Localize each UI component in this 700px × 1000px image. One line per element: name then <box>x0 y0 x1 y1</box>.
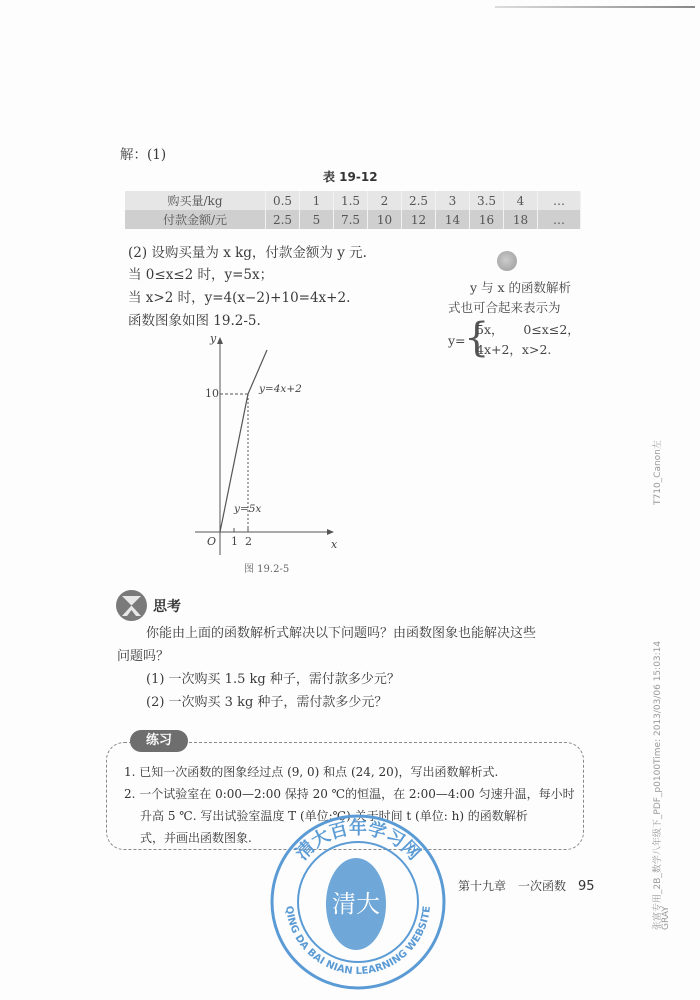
table-cell: 10 <box>368 210 402 229</box>
table-cell: 16 <box>470 210 504 229</box>
y-tick-10: 10 <box>205 387 219 400</box>
x-axis-label: x <box>331 538 338 551</box>
lightbulb-icon <box>497 251 517 271</box>
part2-line-4: 函数图象如图 19.2-5. <box>128 313 261 329</box>
practice-title: 练习 <box>130 730 188 752</box>
stamp-top-text: 清大百年学习网 <box>291 818 425 865</box>
table-cell: … <box>538 191 581 210</box>
y-axis-label: y <box>210 332 217 345</box>
brace-symbol: { <box>464 315 490 361</box>
line-label-4x2: y=4x+2 <box>259 383 302 395</box>
think-paragraph-line-1: 你能由上面的函数解析式解决以下问题吗？由函数图象也能解决这些 <box>146 626 537 641</box>
x-tick-1: 1 <box>231 535 238 548</box>
table-cell: 1.5 <box>334 191 368 210</box>
solution-label: 解：(1) <box>120 147 167 163</box>
table-row-amount <box>125 210 581 229</box>
part2-line-3: 当 x>2 时，y=4(x−2)+10=4x+2. <box>128 290 351 306</box>
line-label-5x: y=5x <box>234 503 262 515</box>
origin-label: O <box>207 535 217 548</box>
stamp-center-text: 清大 <box>332 890 380 918</box>
margin-text-top: T710_Canon左 <box>653 440 663 505</box>
table-cell: 1 <box>300 191 334 210</box>
row-header: 付款金额/元 <box>125 210 266 229</box>
part2-line-2: 当 0≤x≤2 时，y=5x； <box>128 267 274 283</box>
margin-text-bottom-2: GRAY <box>661 906 671 930</box>
page-footer <box>458 877 595 894</box>
table-cell: 12 <box>402 210 436 229</box>
think-icon <box>116 590 147 621</box>
part2-line-1: (2) 设购买量为 x kg，付款金额为 y 元. <box>128 245 367 261</box>
sidenote-line-1: y 与 x 的函数解析 <box>470 280 572 295</box>
table-cell: 7.5 <box>334 210 368 229</box>
table-cell: 18 <box>504 210 538 229</box>
x-tick-2: 2 <box>245 535 252 548</box>
table-cell: 2 <box>368 191 402 210</box>
watermark-stamp <box>268 812 448 992</box>
function-graph <box>190 330 350 575</box>
think-paragraph-line-2: 问题吗？ <box>117 649 170 664</box>
page-edge-line <box>495 6 695 8</box>
stamp-bottom-text: QING DA BAI NIAN LEARNING WEBSITE <box>283 905 433 978</box>
table-cell: … <box>538 210 581 229</box>
practice-item-2-cont: 升高 5 ℃. 写出试验室温度 T (单位:℃) 关于时间 t (单位: h) 的函数解析 <box>140 809 528 823</box>
page-number: 95 <box>578 879 595 894</box>
table-cell: 14 <box>436 210 470 229</box>
think-question-1: (1) 一次购买 1.5 kg 种子，需付款多少元？ <box>146 672 400 687</box>
table-cell: 4 <box>504 191 538 210</box>
table-cell: 5 <box>300 210 334 229</box>
sidenote-case-2: 4x+2，x>2. <box>476 342 552 357</box>
sidenote-case-1: 5x， 0≤x≤2， <box>476 322 580 337</box>
chapter-title: 第十九章 一次函数 <box>458 879 567 893</box>
table-cell: 3.5 <box>470 191 504 210</box>
practice-item-2: 2. 一个试验室在 0:00—2:00 保持 20 ℃的恒温，在 2:00—4:00 匀速升温，每小时 <box>124 787 575 801</box>
table-cell: 0.5 <box>266 191 300 210</box>
table-cell: 2.5 <box>266 210 300 229</box>
table-cell: 2.5 <box>402 191 436 210</box>
practice-item-1: 1. 已知一次函数的图象经过点 (9, 0) 和点 (24, 20)，写出函数解析式. <box>124 765 499 779</box>
sidenote-lhs: y= <box>448 333 466 348</box>
svg-text:清大百年学习网 <box>291 817 424 864</box>
think-question-2: (2) 一次购买 3 kg 种子，需付款多少元？ <box>146 695 388 710</box>
table-row-quantity <box>125 191 581 210</box>
row-header: 购买量/kg <box>125 191 266 210</box>
margin-text-bottom-1: 张富专用_2B_数学八年级下_PDF_p0100Time: 2013/03/06 15:03:14 <box>653 640 663 930</box>
sidenote-line-2: 式也可合起来表示为 <box>448 300 561 315</box>
table-caption: 表 19-12 <box>323 170 378 184</box>
figure-caption: 图 19.2-5 <box>244 564 290 575</box>
practice-item-2-cont2: 式，并画出函数图象. <box>140 831 252 845</box>
table-cell: 3 <box>436 191 470 210</box>
data-table <box>125 191 581 229</box>
think-title: 思考 <box>153 599 181 615</box>
